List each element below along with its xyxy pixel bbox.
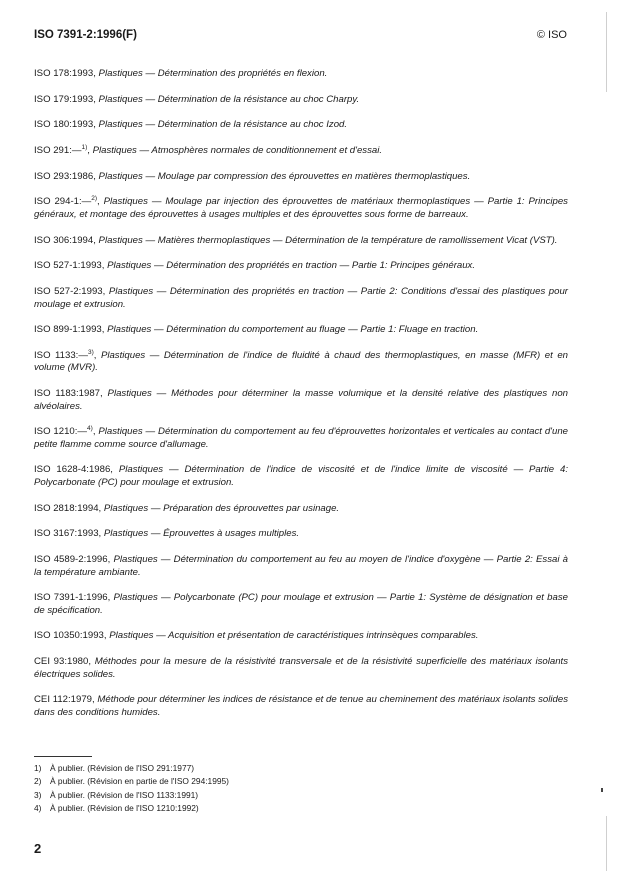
footnote-marker: 3) (87, 348, 94, 356)
reference-title: Plastiques — Détermination du comportement au feu d'éprouvettes horizontales et verticales au contact d'une petite flamme comme source d'allumage. (34, 426, 568, 450)
footnote-text: À publier. (Révision de l'ISO 291:1977) (50, 763, 195, 773)
reference-item (34, 592, 568, 617)
reference-separator: , (97, 196, 100, 208)
reference-title: Plastiques — Détermination de la résistance au choc Izod. (98, 119, 348, 131)
reference-item (34, 630, 568, 643)
footnote-text: À publier. (Révision de l'ISO 1133:1991) (50, 789, 199, 800)
reference-code: ISO 4589-2:1996, (34, 554, 111, 565)
reference-code: ISO 306:1994, (34, 234, 96, 246)
reference-title: Méthodes pour la mesure de la résistivité transversale et de la résistivité superficielle des matériaux isolants électriques solides. (34, 656, 568, 680)
reference-item (34, 196, 568, 221)
reference-title: Plastiques — Détermination du comportement au feu au moyen de l'indice d'oxygène — Partie 2: Essai à la température ambiante. (34, 554, 568, 578)
footnote-marker: 2) (91, 195, 98, 203)
footnote-number: 1) (34, 763, 42, 773)
reference-item (34, 235, 568, 248)
reference-title: Plastiques — Détermination des propriétés en traction — Partie 1: Principes généraux. (107, 260, 476, 272)
reference-code: ISO 1133:— (34, 349, 88, 361)
reference-title: Plastiques — Préparation des éprouvettes par usinage. (103, 502, 340, 514)
document-id: ISO 7391-2:1996(F) (34, 29, 137, 41)
reference-title: Plastiques — Détermination de l'indice de viscosité et de l'indice limite de viscosité — Partie 4: Polycarbonate (PC) pour moulage et extrusion. (34, 464, 568, 488)
reference-title: Plastiques — Éprouvettes à usages multiples. (103, 528, 300, 540)
footnotes-list (34, 762, 434, 816)
reference-code: ISO 294-1:— (34, 196, 92, 208)
reference-title: Plastiques — Moulage par injection des éprouvettes de matériaux thermoplastiques — Partie 1: Principes généraux, et montage des éprouvettes à usages multiples et des éprouvettes sous forme de barreaux. (34, 196, 568, 220)
reference-title: Plastiques — Atmosphères normales de conditionnement et d'essai. (92, 145, 383, 157)
reference-code: ISO 293:1986, (34, 170, 96, 182)
reference-item (34, 260, 568, 273)
scan-edge-mark-top (606, 12, 607, 92)
footnote-number: 2) (34, 776, 42, 787)
reference-item (34, 171, 568, 184)
copyright-notice: © ISO (536, 29, 567, 41)
reference-title: Plastiques — Polycarbonate (PC) pour moulage et extrusion — Partie 1: Système de désignation et base de spécification. (34, 592, 568, 616)
reference-code: CEI 93:1980, (34, 656, 92, 668)
footnote-item (34, 789, 434, 802)
reference-item (34, 94, 568, 107)
reference-item (34, 554, 568, 579)
reference-item (34, 464, 568, 489)
reference-code: ISO 179:1993, (34, 93, 96, 105)
normative-references-list (34, 68, 568, 732)
footnote-number: 3) (34, 789, 42, 800)
reference-title: Plastiques — Détermination de l'indice de fluidité à chaud des thermoplastiques, en masse (MFR) et en volume (MVR). (34, 349, 568, 374)
footnote-item (34, 802, 434, 815)
reference-code: ISO 10350:1993, (34, 630, 107, 642)
reference-code: ISO 527-1:1993, (34, 260, 105, 272)
reference-title: Plastiques — Détermination des propriétés en traction — Partie 2: Conditions d'essai des plastiques pour moulage et extrusion. (34, 286, 569, 310)
reference-code: ISO 3167:1993, (34, 528, 102, 540)
reference-item (34, 528, 568, 541)
footnote-item (34, 775, 434, 788)
reference-item (34, 119, 568, 132)
reference-item (34, 68, 568, 81)
footnote-marker: 4) (87, 425, 93, 433)
scan-speck (601, 788, 603, 792)
reference-title: Plastiques — Méthodes pour déterminer la masse volumique et la densité relative des plastiques non alvéolaires. (34, 388, 568, 412)
footnote-marker: 1) (81, 144, 88, 152)
reference-code: ISO 1628-4:1986, (34, 464, 113, 476)
reference-item (34, 350, 568, 375)
reference-item (34, 426, 568, 451)
reference-item (34, 145, 568, 158)
reference-item (34, 694, 568, 719)
reference-code: ISO 7391-1:1996, (34, 592, 111, 604)
reference-title: Plastiques — Détermination du comportement au fluage — Partie 1: Fluage en traction. (107, 324, 479, 336)
reference-separator: , (93, 349, 97, 361)
reference-code: ISO 291:— (34, 145, 82, 157)
footnote-text: À publier. (Révision de l'ISO 1210:1992) (50, 803, 199, 814)
footnote-divider (34, 756, 92, 757)
reference-code: ISO 899-1:1993, (34, 324, 105, 336)
footnote-item (34, 762, 434, 775)
reference-item (34, 324, 568, 337)
reference-code: ISO 180:1993, (34, 119, 96, 131)
reference-code: ISO 178:1993, (34, 68, 96, 79)
reference-title: Plastiques — Acquisition et présentation de caractéristiques intrinsèques comparables. (109, 630, 479, 642)
reference-item (34, 388, 568, 413)
page-number: 2 (34, 841, 42, 856)
reference-title: Plastiques — Détermination des propriétés en flexion. (98, 68, 328, 79)
reference-title: Plastiques — Détermination de la résistance au choc Charpy. (98, 93, 360, 105)
page-header (34, 29, 567, 45)
reference-item (34, 503, 568, 516)
reference-item (34, 286, 568, 311)
reference-separator: , (87, 145, 90, 157)
scan-edge-mark-bottom (606, 816, 607, 871)
reference-separator: , (92, 426, 96, 438)
reference-code: ISO 1183:1987, (34, 388, 103, 400)
reference-code: ISO 527-2:1993, (34, 286, 106, 297)
reference-code: CEI 112:1979, (34, 694, 95, 706)
footnote-text: À publier. (Révision en partie de l'ISO 294:1995) (50, 776, 229, 787)
footnote-number: 4) (34, 803, 42, 814)
reference-title: Méthode pour déterminer les indices de résistance et de tenue au cheminement des matériaux isolants solides dans des conditions humides. (34, 694, 568, 718)
reference-code: ISO 2818:1994, (34, 502, 102, 514)
reference-code: ISO 1210:— (34, 426, 88, 438)
reference-title: Plastiques — Moulage par compression des éprouvettes en matières thermoplastiques. (98, 170, 471, 182)
reference-item (34, 656, 568, 681)
reference-title: Plastiques — Matières thermoplastiques — Détermination de la température de ramollissement Vicat (VST). (98, 234, 558, 246)
